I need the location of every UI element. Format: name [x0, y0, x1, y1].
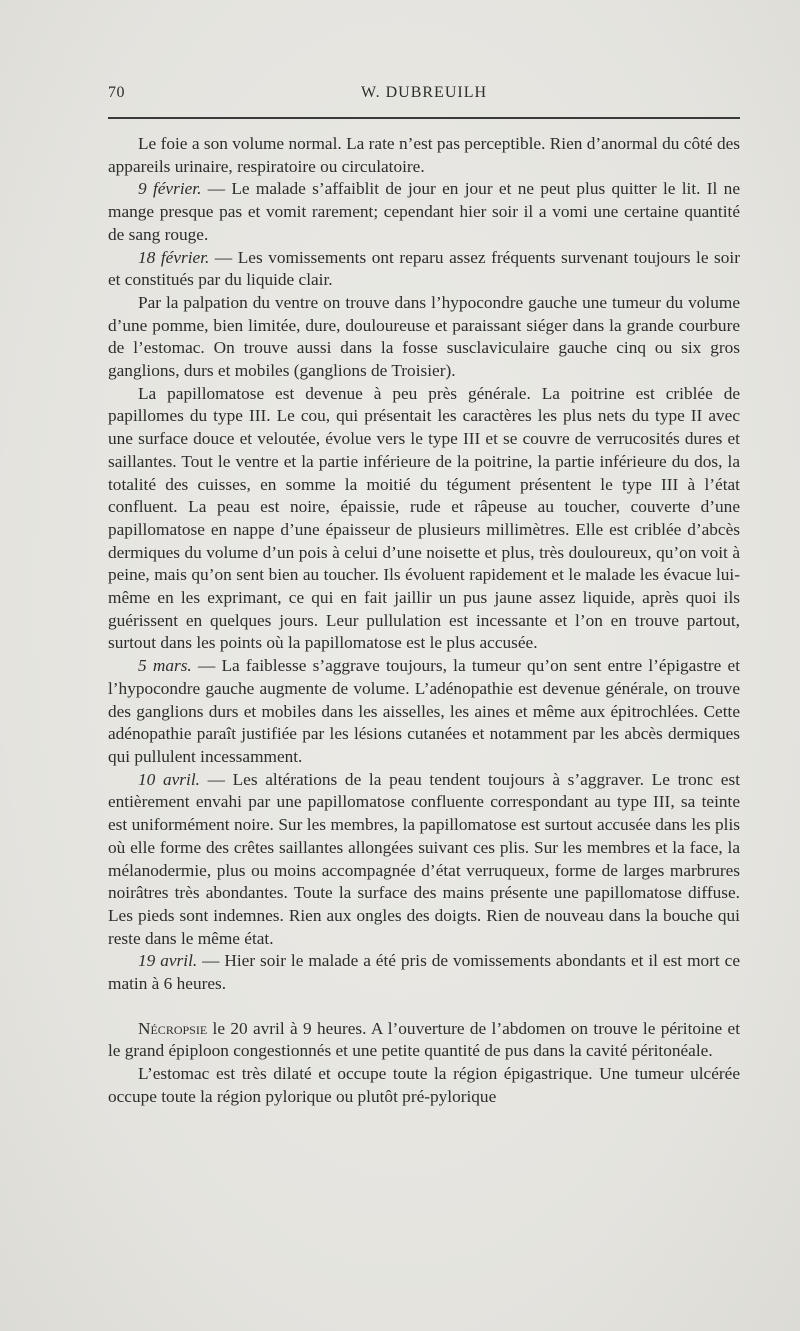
- paragraph-feb-18: 18 février. — Les vomissements ont reparu assez fréquents survenant toujours le soir et constitués par du liquide clair.: [108, 247, 740, 290]
- paragraph-april-10: 10 avril. — Les altérations de la peau tendent toujours à s’aggraver. Le tronc est entièrement envahi par une papillomatose confluente correspondant au type III, sa teinte est uniformément noire. Sur les membres, la papillomatose est surtout accusée dans les plis où elle forme des crêtes saillantes allongées suivant ces plis. Sur les membres et la face, la mélanodermie, plus ou moins accompagnée d’état verruqueux, forme de larges marbrures noirâtres très abondantes. Toute la surface des mains présente une papillomatose diffuse. Les pieds sont indemnes. Rien aux ongles des doigts. Rien de nouveau dans la bouche qui reste dans le même état.: [108, 769, 740, 948]
- paragraph-necropsy: Nécropsie le 20 avril à 9 heures. A l’ouverture de l’abdomen on trouve le péritoine et le grand épiploon congestionnés et une petite quantité de pus dans la cavité péritonéale.: [108, 1018, 740, 1061]
- paragraph-feb-9: 9 février. — Le malade s’affaiblit de jour en jour et ne peut plus quitter le lit. Il ne mange presque pas et vomit rarement; cependant hier soir il a vomi une certaine quantité de sang rouge.: [108, 179, 740, 244]
- page-number: 70: [108, 84, 125, 101]
- page-header: [108, 84, 740, 110]
- entry-date: 19 avril.: [138, 951, 198, 971]
- running-head: W. DUBREUILH: [360, 84, 488, 101]
- paragraph-stomach: L’estomac est très dilaté et occupe toute la région épigastrique. Une tumeur ulcérée occupe toute la région pylorique ou plutôt pré-pylorique: [108, 1064, 740, 1106]
- entry-date: 10 avril.: [138, 769, 200, 789]
- entry-date: 18 février.: [138, 247, 210, 267]
- entry-date: 9 février.: [138, 179, 202, 199]
- section-lead: Nécropsie: [138, 1018, 208, 1038]
- paragraph-papillomatosis: La papillomatose est devenue à peu près générale. La poitrine est criblée de papillomes du type III. Le cou, qui présentait les caractères les plus nets du type II avec une surface douce et veloutée, évolue vers le type III et se couvre de verrucosités dures et saillantes. Tout le ventre et la partie inférieure de la poitrine, la partie inférieure du dos, la totalité des cuisses, en somme la moitié du tégument présentent le type III à l’état confluent. La peau est noire, épaissie, rude et râpeuse au toucher, couverte d’une papillomatose en nappe d’une épaisseur de plusieurs millimètres. Elle est criblée d’abcès dermiques du volume d’un pois à celui d’une noisette et plus, très douloureux, qu’on voit à peine, mais qu’on sent bien au toucher. Ils évoluent rapidement et le malade les évacue lui-même en les exprimant, ce qui en fait jaillir un pus jaune assez liquide, après quoi ils guérissent en quelques jours. Leur pullulation est incessante et l’on en trouve partout, surtout dans les points où la papillomatose est le plus accusée.: [108, 383, 740, 653]
- body-text: [108, 133, 740, 1109]
- entry-date: 5 mars.: [138, 656, 192, 676]
- paragraph-palpation: Par la palpation du ventre on trouve dans l’hypocondre gauche une tumeur du volume d’une pomme, bien limitée, dure, douloureuse et paraissant siéger dans la grande courbure de l’estomac. On trouve aussi dans la fosse susclaviculaire gauche cinq ou six gros ganglions, durs et mobiles (ganglions de Troisier).: [108, 292, 740, 381]
- header-rule: [108, 117, 740, 119]
- paragraph-liver: Le foie a son volume normal. La rate n’est pas perceptible. Rien d’anormal du côté des appareils urinaire, respiratoire ou circulatoire.: [108, 134, 740, 176]
- paragraph-april-19: 19 avril. — Hier soir le malade a été pris de vomissements abondants et il est mort ce matin à 6 heures.: [108, 951, 740, 994]
- paragraph-march-5: 5 mars. — La faiblesse s’aggrave toujours, la tumeur qu’on sent entre l’épigastre et l’hypocondre gauche augmente de volume. L’adénopathie est devenue générale, on trouve des ganglions durs et mobiles dans les aisselles, les aines et même aux épitrochlées. Cette adénopathie paraît justifiée par les lésions cutanées et notamment par les abcès dermiques qui pullulent incessamment.: [108, 656, 740, 766]
